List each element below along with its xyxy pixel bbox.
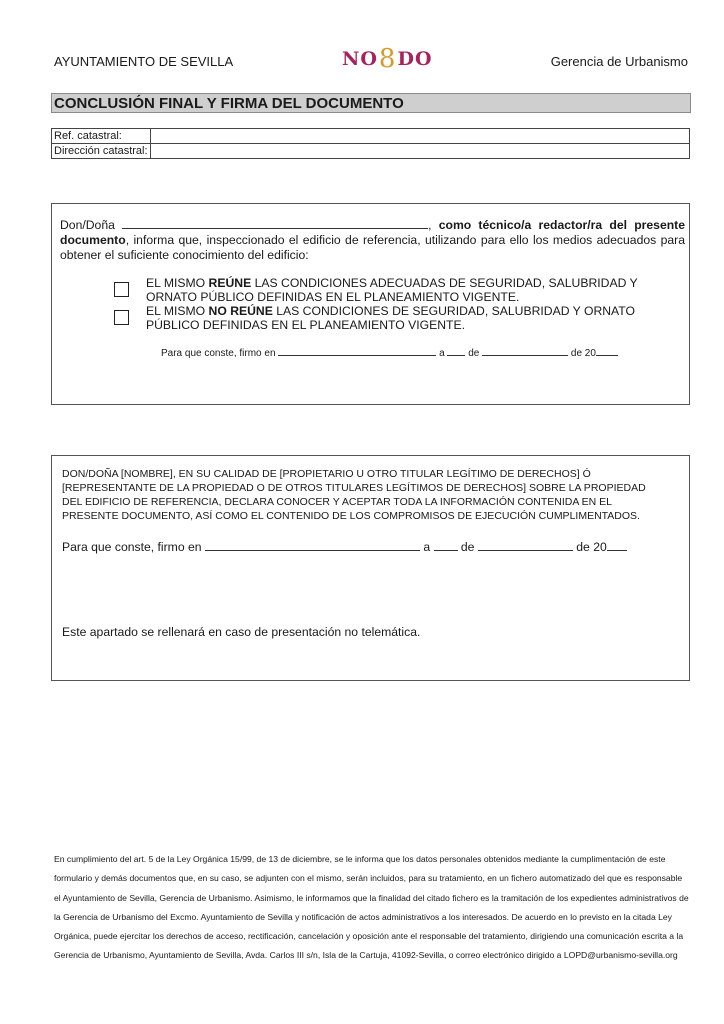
- ref-catastral-field[interactable]: [150, 129, 689, 144]
- owner-sign-place-field[interactable]: [205, 540, 420, 551]
- sign-month-field[interactable]: [482, 345, 568, 356]
- option-reune-text: EL MISMO REÚNE LAS CONDICIONES ADECUADAS DE SEGURIDAD, SALUBRIDAD Y ORNATO PÚBLICO DEFINIDAS EN EL PLANEAMIENTO VIGENTE.: [146, 276, 638, 304]
- ref-catastral-label: Ref. catastral:: [52, 129, 151, 144]
- option-no-reune-text: EL MISMO NO REÚNE LAS CONDICIONES DE SEGURIDAD, SALUBRIDAD Y ORNATO PÚBLICO DEFINIDAS EN EL PLANEAMIENTO VIGENTE.: [146, 304, 635, 332]
- technician-name-field[interactable]: [122, 218, 428, 229]
- owner-sign-month-field[interactable]: [478, 540, 573, 551]
- direccion-catastral-field[interactable]: [150, 144, 689, 159]
- no-reune-checkbox[interactable]: [114, 310, 129, 325]
- page-title: CONCLUSIÓN FINAL Y FIRMA DEL DOCUMENTO: [51, 93, 691, 113]
- owner-signature-line: Para que conste, firmo en a de de 20: [62, 540, 627, 554]
- owner-sign-year-field[interactable]: [607, 540, 627, 551]
- technician-statement: Don/Doña , como técnico/a redactor/ra del presente documento, informa que, inspeccionado el edificio de referencia, utilizando para ello los medios adecuados para obtener el suficiente conocimiento del edificio:: [60, 218, 685, 262]
- sign-place-field[interactable]: [278, 345, 436, 356]
- direccion-catastral-label: Dirección catastral:: [52, 144, 151, 159]
- option-no-reune: [114, 304, 666, 332]
- technician-role: como técnico/a redactor/ra del presente documento: [60, 218, 685, 247]
- don-dona-label: Don/Doña: [60, 218, 115, 232]
- option-reune: [114, 276, 666, 304]
- sign-year-field[interactable]: [596, 345, 618, 356]
- department-name: Gerencia de Urbanismo: [550, 54, 688, 69]
- presentation-note: Este apartado se rellenará en caso de presentación no telemática.: [62, 625, 421, 639]
- technician-signature-line: Para que conste, firmo en a de de 20: [161, 345, 618, 359]
- technician-statement-text: , informa que, inspeccionado el edificio de referencia, utilizando para ello los medios adecuados para obtener el suficiente conocimiento del edificio:: [60, 233, 685, 262]
- owner-sign-day-field[interactable]: [434, 540, 458, 551]
- reune-checkbox[interactable]: [114, 282, 129, 297]
- no8do-logo: NO 8 DO: [342, 44, 433, 74]
- sign-day-field[interactable]: [447, 345, 465, 356]
- legal-notice: En cumplimiento del art. 5 de la Ley Orgánica 15/99, de 13 de diciembre, se le informa que los datos personales obtenidos mediante la cumplimentación de este formulario y demás documentos que, en su caso, se adjunten con el mismo, serán incluidos, para su tratamiento, en un fichero automatizado del que es responsable el Ayuntamiento de Sevilla, Gerencia de Urbanismo. Asimismo, le informamos que la finalidad del citado fichero es la tramitación de los expedientes administrativos de la Gerencia de Urbanismo del Excmo. Ayuntamiento de Sevilla y notificación de actos administrativos a los interesados. De acuerdo en lo previsto en la citada Ley Orgánica, puede ejercitar los derechos de acceso, rectificación, cancelación y oposición ante el responsable del tratamiento, dirigiendo una comunicación escrita a la Gerencia de Urbanismo, Ayuntamiento de Sevilla, Avda. Carlos III s/n, Isla de la Cartuja, 41092-Sevilla, o correo electrónico dirigido a LOPD@urbanismo-sevilla.org: [54, 854, 689, 961]
- organization-name: AYUNTAMIENTO DE SEVILLA: [54, 54, 234, 69]
- owner-declaration: DON/DOÑA [NOMBRE], EN SU CALIDAD DE [PROPIETARIO U OTRO TITULAR LEGÍTIMO DE DERECHOS] Ó [REPRESENTANTE DE LA PROPIEDAD O DE OTROS TITULARES LEGÍTIMOS DE DERECHOS] SOBRE LA PROPIEDAD DEL EDIFICIO DE REFERENCIA, DECLARA CONOCER Y ACEPTAR TODA LA INFORMACIÓN CONTENIDA EN EL PRESENTE DOCUMENTO, ASÍ COMO EL CONTENIDO DE LOS COMPROMISOS DE EJECUCIÓN CUMPLIMENTADOS.: [62, 468, 646, 522]
- cadastral-table: [51, 128, 690, 159]
